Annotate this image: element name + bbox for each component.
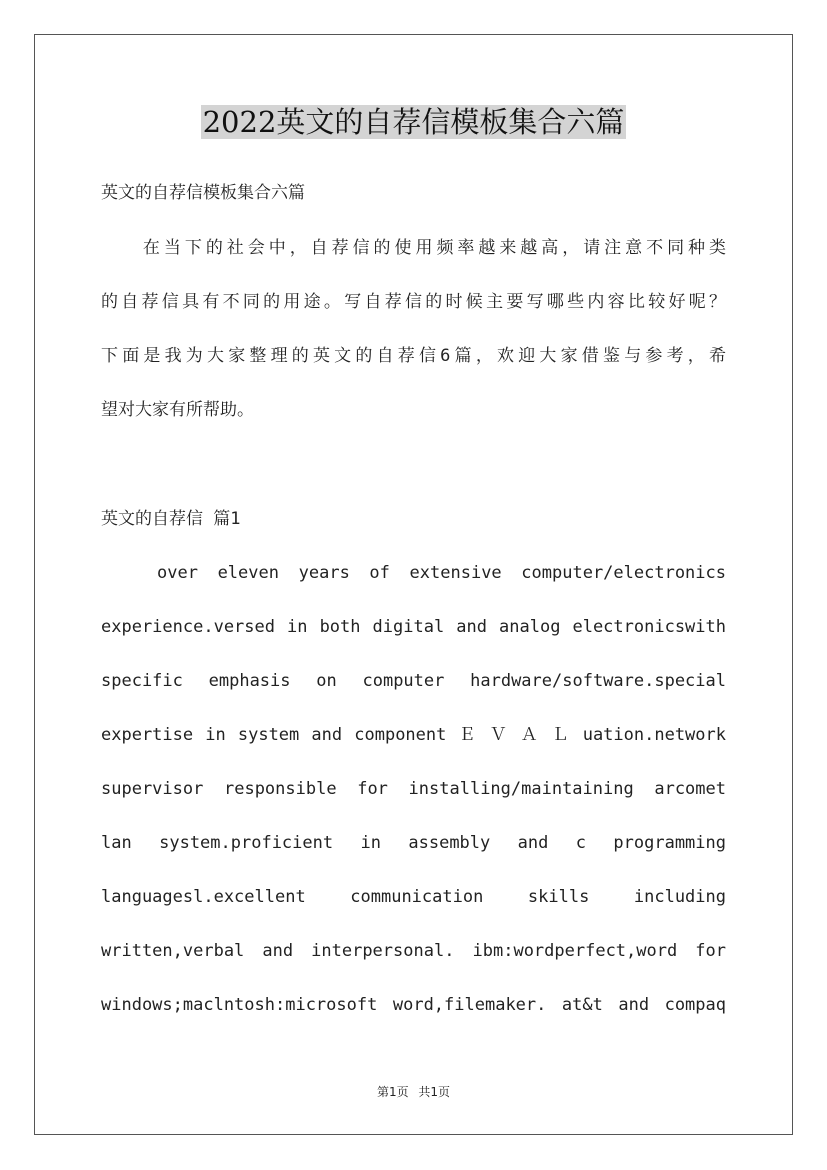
body-line: over eleven years of extensive computer/electronics <box>157 563 726 583</box>
intro-line: 下面是我为大家整理的英文的自荐信6篇，欢迎大家借鉴与参考，希 <box>101 346 726 366</box>
intro-line: 在当下的社会中，自荐信的使用频率越来越高，请注意不同种类 <box>101 238 726 258</box>
body-line: experience.versed in both digital and analog electronicswith <box>101 617 726 637</box>
body-line: specific emphasis on computer hardware/software.special <box>101 671 726 691</box>
intro-line: 望对大家有所帮助。 <box>101 400 254 420</box>
document-title: 2022英文的自荐信模板集合六篇 <box>202 105 625 139</box>
page-footer: 第1页 共1页 <box>376 1085 451 1099</box>
document-heading: 英文的自荐信模板集合六篇 <box>101 183 305 203</box>
body-line: lan system.proficient in assembly and c programming <box>101 833 726 853</box>
body-line: windows;maclntosh:microsoft word,filemaker. at&t and compaq <box>101 995 726 1015</box>
intro-line: 的自荐信具有不同的用途。写自荐信的时候主要写哪些内容比较好呢？ <box>101 292 726 312</box>
body-line: written,verbal and interpersonal. ibm:wordperfect,word for <box>101 941 726 961</box>
body-line: supervisor responsible for installing/maintaining arcomet <box>101 779 726 799</box>
body-line: languagesl.excellent communication skills including <box>101 887 726 907</box>
section-heading: 英文的自荐信 篇1 <box>101 509 241 529</box>
body-line: expertise in system and component Ｅ Ｖ Ａ Ｌ uation.network <box>101 725 726 745</box>
